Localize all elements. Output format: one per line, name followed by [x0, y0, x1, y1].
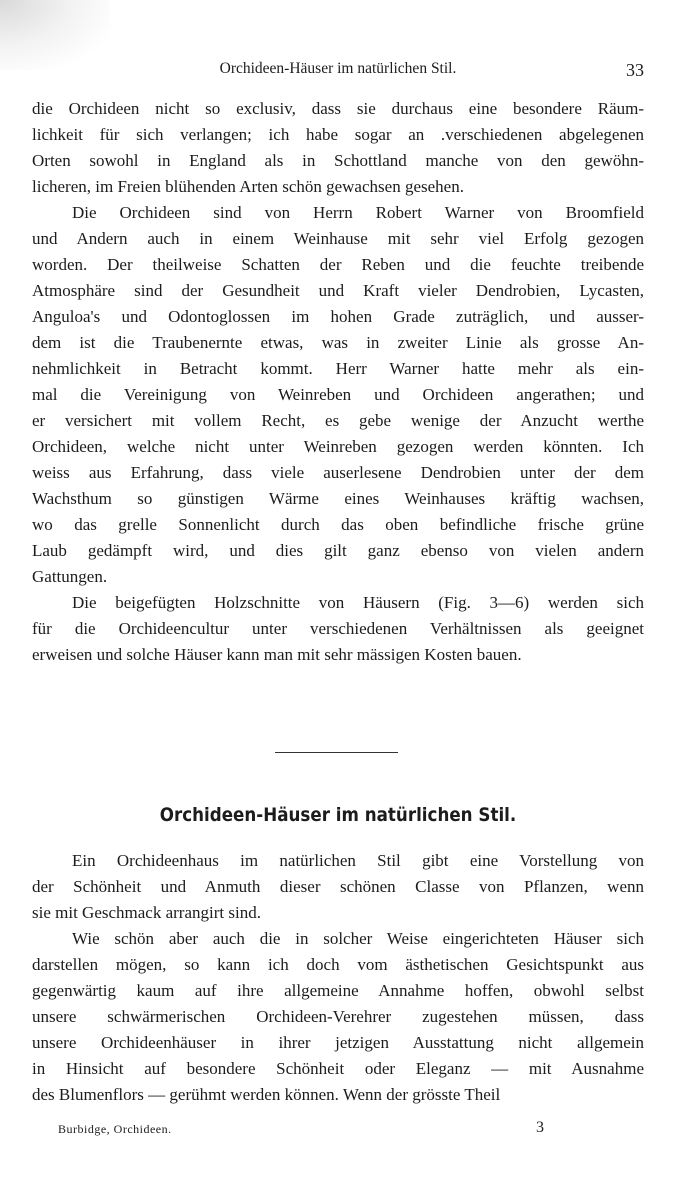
paragraph [32, 926, 644, 1108]
paragraph [32, 96, 644, 200]
text-line: erweisen und solche Häuser kann man mit sehr mässigen Kosten bauen. [32, 645, 522, 664]
body-text-bottom [32, 848, 644, 1108]
text-line: Wachsthum so günstigen Wärme eines Weinhauses kräftig wachsen, [32, 489, 644, 508]
text-line: Wie schön aber auch die in solcher Weise eingerichteten Häuser sich [72, 929, 644, 948]
text-line: nehmlichkeit in Betracht kommt. Herr Warner hatte mehr als ein- [32, 359, 644, 378]
text-line: in Hinsicht auf besondere Schönheit oder Eleganz — mit Ausnahme [32, 1059, 644, 1078]
paragraph [32, 590, 644, 668]
text-line: Laub gedämpft wird, und dies gilt ganz ebenso von vielen andern [32, 541, 644, 560]
section-heading: Orchideen-Häuser im natürlichen Stil. [159, 804, 517, 826]
text-line: Atmosphäre sind der Gesundheit und Kraft vieler Dendrobien, Lycasten, [32, 281, 644, 300]
text-line: und Andern auch in einem Weinhause mit sehr viel Erfolg gezogen [32, 229, 644, 248]
page-number: 33 [626, 60, 644, 80]
text-line: worden. Der theilweise Schatten der Reben und die feuchte treibende [32, 255, 644, 274]
text-line: Anguloa's und Odontoglossen im hohen Grade zuträglich, und ausser- [32, 307, 644, 326]
text-line: unsere schwärmerischen Orchideen-Verehrer zugestehen müssen, dass [32, 1007, 644, 1026]
text-line: Die Orchideen sind von Herrn Robert Warner von Broomfield [72, 203, 644, 222]
text-line: Die beigefügten Holzschnitte von Häusern (Fig. 3—6) werden sich [72, 593, 644, 612]
text-line: wo das grelle Sonnenlicht durch das oben befindliche frische grüne [32, 515, 644, 534]
text-line: darstellen mögen, so kann ich doch vom ästhetischen Gesichtspunkt aus [32, 955, 644, 974]
section-divider-rule [275, 752, 398, 753]
running-title: Orchideen-Häuser im natürlichen Stil. [219, 60, 457, 77]
body-text-top [32, 96, 644, 668]
text-line: der Schönheit und Anmuth dieser schönen Classe von Pflanzen, wenn [32, 877, 644, 896]
text-line: gegenwärtig kaum auf ihre allgemeine Annahme hoffen, obwohl selbst [32, 981, 644, 1000]
text-line: Orchideen, welche nicht unter Weinreben gezogen werden könnten. Ich [32, 437, 644, 456]
text-line: dem ist die Traubenernte etwas, was in zweiter Linie als grosse An- [32, 333, 644, 352]
running-head [32, 60, 644, 84]
page-footer [58, 1119, 618, 1142]
text-line: Ein Orchideenhaus im natürlichen Stil gibt eine Vorstellung von [72, 851, 644, 870]
text-line: lichkeit für sich verlangen; ich habe sogar an .verschiedenen abgelegenen [32, 125, 644, 144]
text-line: licheren, im Freien blühenden Arten schön gewachsen gesehen. [32, 177, 464, 196]
text-line: für die Orchideencultur unter verschiedenen Verhältnissen als geeignet [32, 619, 644, 638]
text-line: weiss aus Erfahrung, dass viele auserlesene Dendrobien unter der dem [32, 463, 644, 482]
text-line: mal die Vereinigung von Weinreben und Orchideen angerathen; und [32, 385, 644, 404]
text-line: unsere Orchideenhäuser in ihrer jetzigen Ausstattung nicht allgemein [32, 1033, 644, 1052]
text-line: er versichert mit vollem Recht, es gebe wenige der Anzucht werthe [32, 411, 644, 430]
text-line: Orten sowohl in England als in Schottland manche von den gewöhn- [32, 151, 644, 170]
signature-number: 3 [536, 1119, 544, 1136]
text-line: sie mit Geschmack arrangirt sind. [32, 903, 261, 922]
text-line: des Blumenflors — gerühmt werden können. Wenn der grösste Theil [32, 1085, 501, 1104]
paragraph [32, 848, 644, 926]
paragraph [32, 200, 644, 590]
text-line: die Orchideen nicht so exclusiv, dass sie durchaus eine besondere Räum- [32, 99, 644, 118]
text-line: Gattungen. [32, 567, 108, 586]
signature-mark: Burbidge, Orchideen. [58, 1122, 172, 1136]
